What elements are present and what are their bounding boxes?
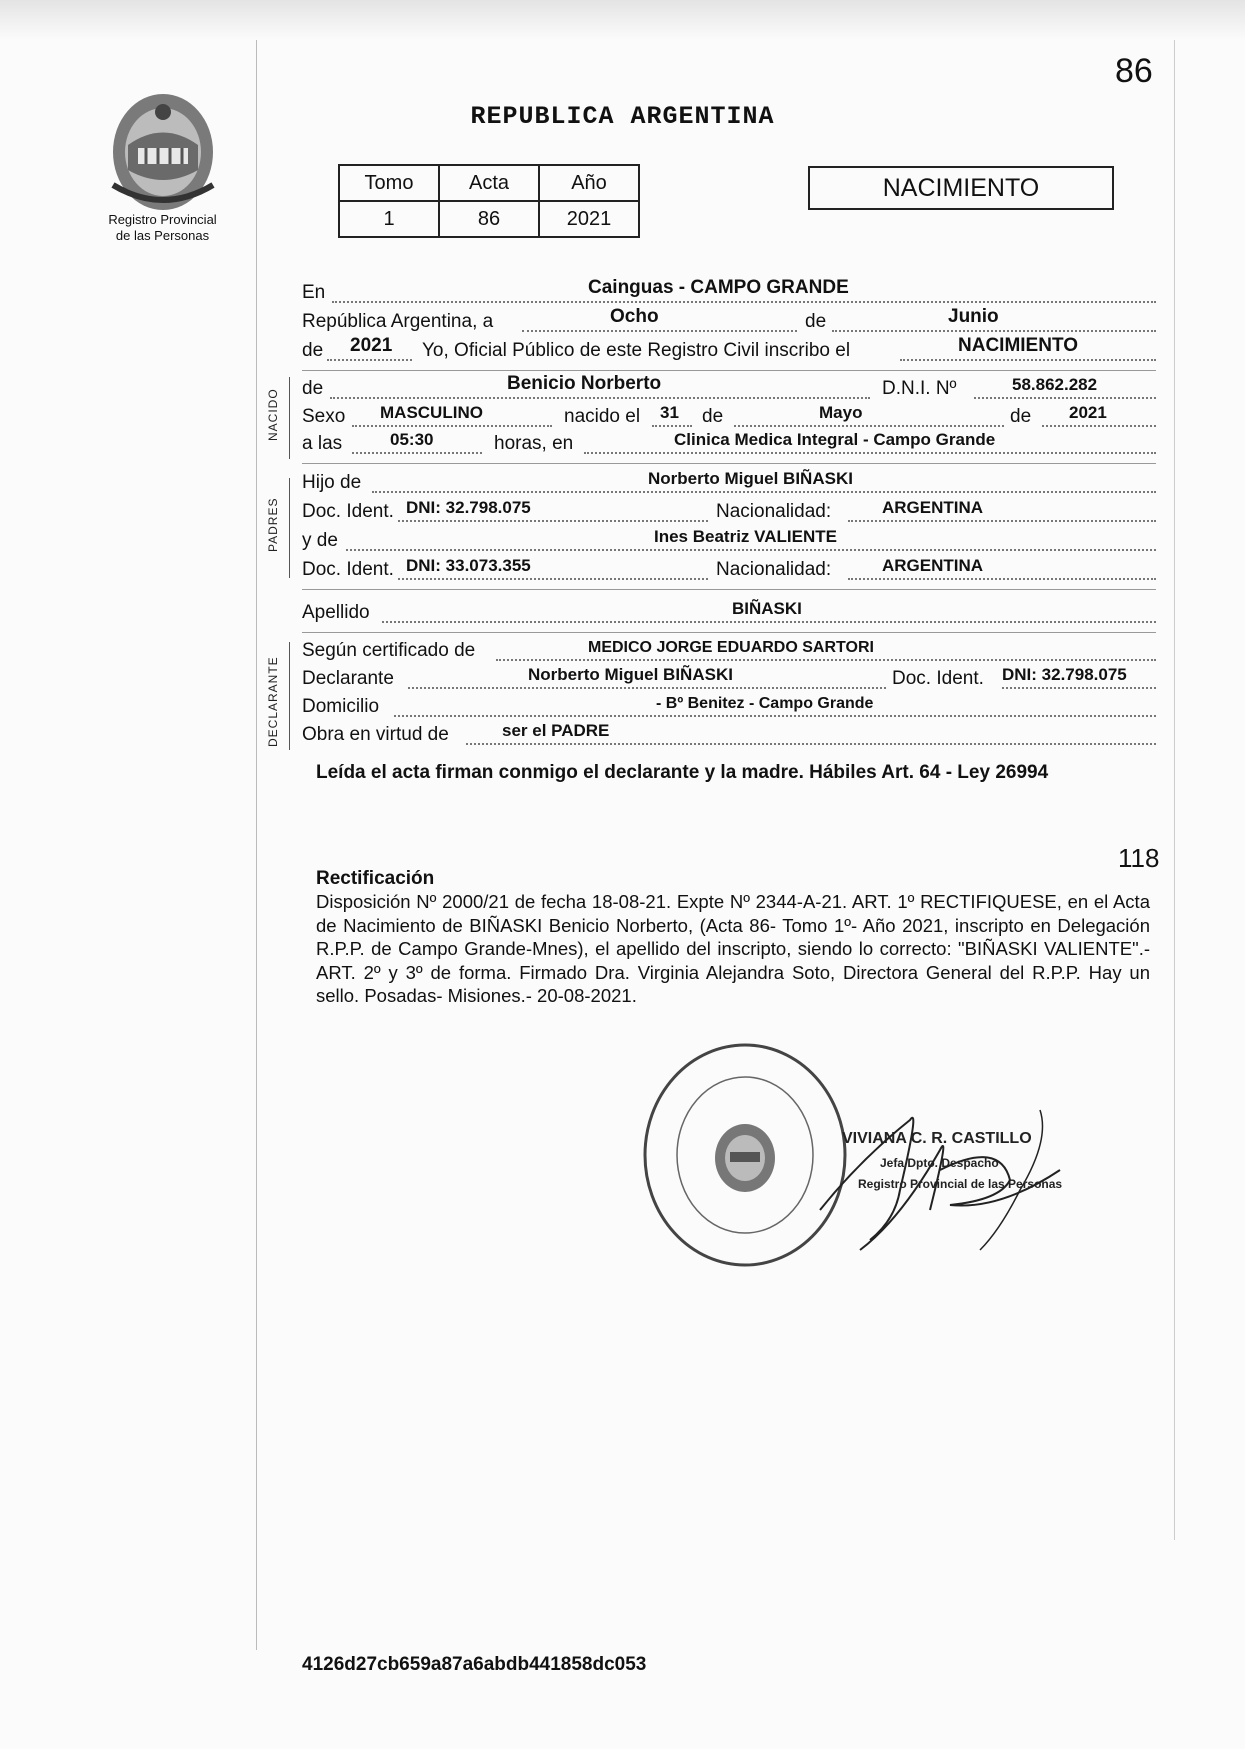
declarant-name-value: Norberto Miguel BIÑASKI: [528, 665, 733, 684]
de-label: de: [805, 311, 827, 332]
section-label-declarante: DECLARANTE: [266, 656, 280, 747]
dotted-fill: [466, 743, 1156, 745]
line-apellido: [302, 600, 1156, 628]
anio-value: 2021: [539, 201, 639, 237]
birth-year-value: 2021: [1069, 403, 1107, 422]
sexo-label: Sexo: [302, 406, 346, 427]
de2-label: de: [302, 340, 324, 361]
declarante-label: Declarante: [302, 668, 394, 689]
father-name-value: Norberto Miguel BIÑASKI: [648, 469, 853, 488]
signer-org: Registro Provincial de las Personas: [858, 1177, 1063, 1191]
surname-value: BIÑASKI: [732, 599, 802, 618]
dotted-fill: [408, 687, 886, 689]
horas-label: horas, en: [494, 433, 574, 454]
dotted-fill: [734, 425, 1004, 427]
republica-label: República Argentina, a: [302, 311, 494, 332]
oficial-label: Yo, Oficial Público de este Registro Civil inscribo el: [422, 340, 851, 361]
dotted-fill: [848, 520, 1156, 522]
line-padre-doc: [302, 499, 1156, 527]
dotted-fill: [1042, 425, 1156, 427]
apellido-label: Apellido: [302, 602, 370, 623]
docident-label: Doc. Ident.: [302, 559, 394, 580]
line-republica: [302, 306, 1156, 337]
line-en: [302, 277, 1156, 308]
rectification-title: Rectificación: [316, 868, 435, 889]
record-type-box: NACIMIENTO: [808, 166, 1114, 210]
dotted-fill: [1002, 687, 1156, 689]
registry-table: [338, 164, 640, 238]
section-label-padres: PADRES: [266, 497, 280, 552]
nacionalidad-label: Nacionalidad:: [716, 559, 832, 580]
inscribe-type-value: NACIMIENTO: [958, 335, 1078, 356]
line-declarante: [302, 666, 1156, 694]
dotted-fill: [330, 397, 870, 399]
dotted-fill: [327, 359, 412, 361]
tomo-value: 1: [339, 201, 439, 237]
logo-caption-line-2: de las Personas: [115, 228, 210, 243]
anio-header: Año: [539, 165, 639, 201]
address-value: - Bº Benitez - Campo Grande: [656, 695, 874, 712]
nac-de-label: de: [702, 406, 724, 427]
line-madre-doc: [302, 557, 1156, 585]
dotted-fill: [382, 621, 1156, 623]
mother-nationality-value: ARGENTINA: [882, 556, 984, 575]
dotted-fill: [900, 359, 1156, 361]
place-value: Cainguas - CAMPO GRANDE: [588, 277, 849, 298]
line-oficial: [302, 335, 1156, 366]
declarant-doc-value: DNI: 32.798.075: [1002, 665, 1127, 684]
dotted-fill: [352, 425, 552, 427]
certificado-label: Según certificado de: [302, 640, 476, 661]
nombre-label: de: [302, 378, 324, 399]
section-rule: [302, 632, 1156, 633]
line-certificado: [302, 638, 1156, 666]
dotted-fill: [848, 578, 1156, 580]
line-nombre: [302, 373, 1156, 404]
acta-header: Acta: [439, 165, 539, 201]
line-hora: [302, 431, 1156, 459]
line-domicilio: [302, 694, 1156, 722]
tomo-header: Tomo: [339, 165, 439, 201]
dotted-fill: [974, 397, 1156, 399]
section-rule: [302, 370, 1156, 371]
birth-day-value: 31: [660, 403, 679, 422]
mother-name-value: Ines Beatriz VALIENTE: [654, 527, 837, 546]
right-margin-line: [1174, 40, 1175, 1540]
line-obra: [302, 722, 1156, 750]
father-nationality-value: ARGENTINA: [882, 498, 984, 517]
birth-place-value: Clinica Medica Integral - Campo Grande: [674, 430, 996, 449]
scan-shade: [0, 0, 1245, 40]
birth-month-value: Mayo: [819, 403, 863, 422]
domicilio-label: Domicilio: [302, 696, 380, 717]
rectification-body: Disposición Nº 2000/21 de fecha 18-08-21. Expte Nº 2344-A-21. ART. 1º RECTIFIQUESE, en el Acta de Nacimiento de BIÑASKI Benicio Norberto, (Acta 86- Tomo 1º- Año 2021, inscripto en Delegación R.P.P. de Campo Grande-Mnes), el apellido del inscripto, siendo lo correcto: "BIÑASKI VALIENTE".- ART. 2º y 3º de forma. Firmado Dra. Virginia Alejandra Soto, Directora General del R.P.P. Hay un sello. Posadas- Misiones.- 20-08-2021.: [316, 891, 1150, 1006]
en-label: En: [302, 282, 326, 303]
section-label-nacido: NACIDO: [266, 388, 280, 441]
left-margin-line: [256, 40, 257, 1650]
dotted-fill: [584, 452, 1156, 454]
signer-role: Jefa Dpto. Despacho: [880, 1156, 999, 1170]
section-rule: [302, 463, 1156, 464]
section-bar-padres: [289, 478, 290, 578]
dotted-fill: [332, 301, 1156, 303]
dotted-fill: [652, 425, 692, 427]
line-sexo: [302, 404, 1156, 432]
margin-number: 118: [1118, 843, 1160, 873]
dotted-fill: [398, 520, 708, 522]
line-padre: [302, 470, 1156, 498]
section-bar-declarante: [289, 642, 290, 750]
docident-label: Doc. Ident.: [302, 501, 394, 522]
line-madre: [302, 528, 1156, 556]
dotted-fill: [352, 452, 482, 454]
dotted-fill: [372, 491, 1156, 493]
logo-caption: [90, 212, 235, 244]
document-hash: 4126d27cb659a87a6abdb441858dc053: [302, 1654, 647, 1675]
dotted-fill: [398, 578, 708, 580]
dni-label: D.N.I. Nº: [882, 378, 957, 399]
document-title: REPUBLICA ARGENTINA: [470, 102, 775, 131]
dotted-fill: [394, 715, 1156, 717]
yde-label: y de: [302, 530, 338, 551]
mother-doc-value: DNI: 33.073.355: [406, 556, 531, 575]
obra-label: Obra en virtud de: [302, 724, 449, 745]
year-value: 2021: [350, 335, 393, 356]
father-doc-value: DNI: 32.798.075: [406, 498, 531, 517]
child-dni-value: 58.862.282: [1012, 375, 1098, 394]
birth-time-value: 05:30: [390, 430, 434, 449]
logo-caption-line-1: Registro Provincial: [108, 212, 217, 227]
month-value: Junio: [948, 306, 999, 327]
child-name-value: Benicio Norberto: [507, 373, 662, 394]
nacionalidad-label: Nacionalidad:: [716, 501, 832, 522]
day-value: Ocho: [610, 306, 659, 327]
dotted-fill: [496, 659, 1156, 661]
signature-note: Leída el acta firman conmigo el declarante y la madre. Hábiles Art. 64 - Ley 26994: [316, 762, 1049, 783]
hijo-label: Hijo de: [302, 472, 362, 493]
acta-value: 86: [439, 201, 539, 237]
section-rule: [302, 589, 1156, 590]
decl-doc-label: Doc. Ident.: [892, 668, 984, 689]
section-bar-nacido: [289, 377, 290, 459]
acting-as-value: ser el PADRE: [502, 721, 610, 740]
sex-value: MASCULINO: [380, 403, 483, 422]
signer-name: VIVIANA C. R. CASTILLO: [842, 1130, 1032, 1147]
page-number: 86: [1115, 52, 1153, 90]
dotted-fill: [522, 330, 797, 332]
certificate-value: MEDICO JORGE EDUARDO SARTORI: [588, 639, 874, 656]
nacido-label: nacido el: [564, 406, 641, 427]
dotted-fill: [832, 330, 1156, 332]
alas-label: a las: [302, 433, 343, 454]
dotted-fill: [346, 549, 1156, 551]
nac-de2-label: de: [1010, 406, 1032, 427]
